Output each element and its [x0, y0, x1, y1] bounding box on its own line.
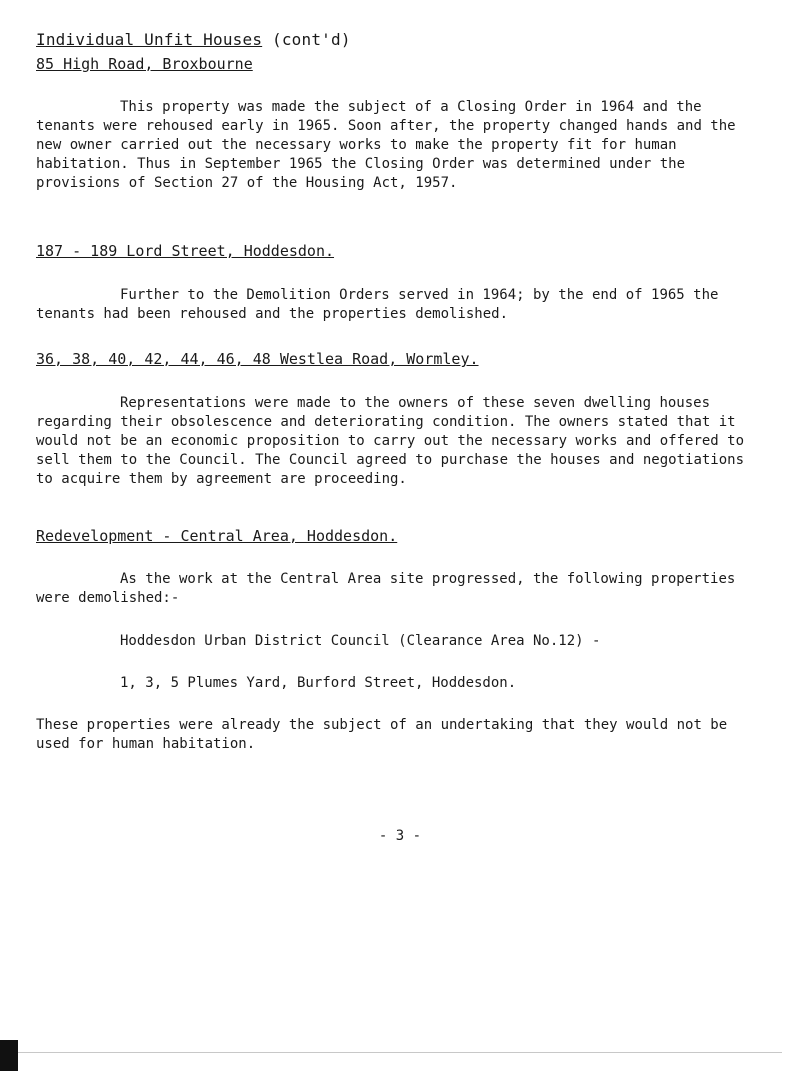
scan-edge-mark — [0, 1040, 18, 1071]
page-title-suffix: (cont'd) — [262, 30, 351, 49]
section-heading-redevelopment: Redevelopment - Central Area, Hoddesdon. — [36, 527, 398, 545]
closing-paragraph: These properties were already the subject of an undertaking that they would not be used for human habitation. — [36, 717, 728, 752]
section-paragraph-high-road — [36, 98, 766, 193]
section-paragraph-westlea-road — [36, 394, 766, 489]
page-title-main: Individual Unfit Houses — [36, 30, 263, 49]
section-paragraph-redevelopment — [36, 570, 766, 608]
section-heading-westlea-road: 36, 38, 40, 42, 44, 46, 48 Westlea Road, Wormley. — [36, 350, 479, 368]
paragraph-text: Further to the Demolition Orders served in 1964; by the end of 1965 the tenants had been rehoused and the properties demolished. — [36, 287, 719, 322]
scan-bottom-rule — [12, 1052, 782, 1053]
section-paragraph-lord-street — [36, 286, 766, 324]
paragraph-text: Representations were made to the owners of these seven dwelling houses regarding their obsolescence and deteriorating condition. The owners stated that it would not be an economic proposition to carry out the necessary works and offered to sell them to the Council. The Council agreed to purchase the houses and negotiations to acquire them by agreement are proceeding. — [36, 395, 745, 487]
properties-line: 1, 3, 5 Plumes Yard, Burford Street, Hoddesdon. — [120, 675, 517, 691]
section-heading-high-road: 85 High Road, Broxbourne — [36, 55, 253, 73]
page-number: - 3 - — [378, 828, 422, 844]
clearance-area-line: Hoddesdon Urban District Council (Clearance Area No.12) - — [120, 633, 601, 649]
paragraph-text: As the work at the Central Area site progressed, the following properties were demolished:- — [36, 571, 736, 606]
page-title — [36, 30, 351, 49]
paragraph-text: This property was made the subject of a Closing Order in 1964 and the tenants were rehoused early in 1965. Soon after, the property changed hands and the new owner carried out the necessary works to make the property fit for human habitation. Thus in September 1965 the Closing Order was determined under the provisions of Section 27 of the Housing Act, 1957. — [36, 99, 736, 191]
section-heading-lord-street: 187 - 189 Lord Street, Hoddesdon. — [36, 242, 335, 260]
